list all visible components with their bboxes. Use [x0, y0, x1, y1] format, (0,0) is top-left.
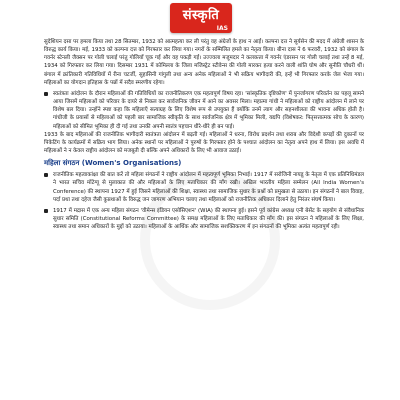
bullet-item	[44, 171, 364, 204]
paragraph: 1933 के बाद महिलाओं की राजनीतिक भागीदारी स्वतंत्रता आंदोलन में बढ़ती गई। महिलाओं ने धरना, विरोध प्रदर्शन तथा शराब और विदेशी कपड़ों की दुकानों पर पिकेटिंग के कार्यक्रमों में सक्रिय भाग लिया। अनेक स्थानों पर महिलाओं ने पुरुषों के गिरफ्तार होने के पश्चात आंदोलन का नेतृत्व अपने हाथ में लिया। इस अवधि में महिलाओं ने न केवल राष्ट्रीय आंदोलन को मजबूती दी बल्कि अपने अधिकारों के लिए भी आवाज उठाई।	[44, 131, 364, 155]
bullet-item	[44, 90, 364, 131]
section-title-hindi: महिला संगठन	[44, 159, 80, 168]
bullet-item	[44, 207, 364, 231]
bullet-icon	[44, 209, 48, 213]
logo-subtext: IAS	[216, 25, 228, 32]
bullet-icon	[44, 173, 48, 177]
logo-text: संस्कृति	[182, 8, 220, 23]
bullet-icon	[44, 92, 48, 96]
paragraph: स्वतंत्रता आंदोलन के दौरान महिलाओं की गतिविधियों का राजनीतिकरण एक महत्वपूर्ण विषय रहा। 'सांस्कृतिक दृष्टिकोण' में पुनर्जागरण परिवर्तन का पहलू सामने आया जिसमें महिलाओं को परिवार के दायरे से निकल कर सार्वजनिक जीवन में आने का अवसर मिला। महात्मा गांधी ने महिलाओं को राष्ट्रीय आंदोलन में लाने पर विशेष बल दिया। उन्होंने स्पष्ट कहा कि महिलाएँ सत्याग्रह के लिए विशेष रूप से उपयुक्त हैं क्योंकि उनमें त्याग और सहनशीलता की भावना अधिक होती है। गांधीजी के प्रयासों से महिलाओं को पहली बार सामाजिक स्वीकृति के साथ सार्वजनिक क्षेत्र में भूमिका मिली, यद्यपि (विशेषकर: पितृसत्तात्मक सोच के कारण) महिलाओं को सीमित भूमिका ही दी गई तथा उनकी अपनी स्वतंत्र पहचान धीरे-धीरे ही बन पाई।	[53, 90, 364, 130]
section-title-english: (Women's Organisations)	[81, 159, 182, 168]
brand-logo	[170, 3, 232, 33]
paragraph: राजनीतिक महत्वाकांक्षा की बात करें तो महिला संगठनों ने राष्ट्रीय आंदोलन में महत्वपूर्ण भूमिका निभाई। 1917 में सरोजिनी नायडू के नेतृत्व में एक प्रतिनिधिमंडल ने भारत सचिव मोंटेग्यू से मुलाकात की और महिलाओं के लिए मताधिकार की माँग रखी। अखिल भारतीय महिला सम्मेलन (All India Women's Conference) की स्थापना 1927 में हुई जिसने महिलाओं की शिक्षा, स्वास्थ्य तथा सामाजिक सुधार के प्रश्नों को प्रमुखता से उठाया। इन संगठनों ने बाल विवाह, पर्दा प्रथा तथा दहेज जैसी कुप्रथाओं के विरुद्ध जन जागरण अभियान चलाए तथा महिलाओं को राजनीतिक अधिकार दिलाने हेतु निरंतर संघर्ष किया।	[53, 172, 364, 203]
section-heading	[44, 159, 364, 168]
paragraph: 1917 में मद्रास में एक अन्य महिला संगठन 'वीमेन्स इंडियन एसोसिएशन' (WIA) की स्थापना हुई। इसने पूर्व कांग्रेस अध्यक्ष एनी बेसेंट के सहयोग से संवैधानिक सुधार समिति (Constitutional Reforms Committee) के समक्ष महिलाओं के लिए मताधिकार की माँग की। इस संगठन ने महिलाओं के लिए शिक्षा, स्वास्थ्य तथा समान अधिकारों के मुद्दों को उठाया। महिलाओं के आर्थिक और सामाजिक सशक्तिकरण में इन संगठनों की भूमिका अत्यंत महत्वपूर्ण रही।	[53, 207, 364, 231]
document-body	[44, 38, 364, 231]
paragraph: सुदेशियन दसा पर हमला किया तथा 28 सितम्बर, 1932 को आत्महत्या कर ली परंतु वह अंग्रेजों के हाथ न आईं। कल्पना दत्त ने सूर्यसेन की मदद में अंग्रेजी शासन के विरुद्ध कार्य किया। मई, 1933 को कल्पना दत्त को गिरफ्तार कर लिया गया। नगरों के सम्मिलित हमले का नेतृत्व किया। बीना दास ने 6 फरवरी, 1932 को बंगाल के गवर्नर स्टेनली जैक्सन पर गोली चलाई परंतु गोलियाँ चूक गईं और वह पकड़ी गईं। उज्ज्वला मजूमदार ने कलकत्ता में गवर्नर एंडरसन पर गोली चलाई तथा उन्हें 8 मई, 1934 को गिरफ्तार कर लिया गया। दिसम्बर 1931 में कोमिल्ला के जिला मजिस्ट्रेट स्टीवेन्स की गोली मारकर हत्या करने वाली शांति घोष और सुनीति चौधरी थीं। बंगाल में क्रांतिकारी गतिविधियों में रीना चटर्जी, सुहासिनी गांगुली तथा अन्य अनेक महिलाओं ने भी सक्रिय भागीदारी की, इन्हें भी गिरफ्तार करके जेल भेजा गया। महिलाओं का योगदान इतिहास के पन्नों में सदैव स्मरणीय रहेगा।	[44, 39, 364, 86]
